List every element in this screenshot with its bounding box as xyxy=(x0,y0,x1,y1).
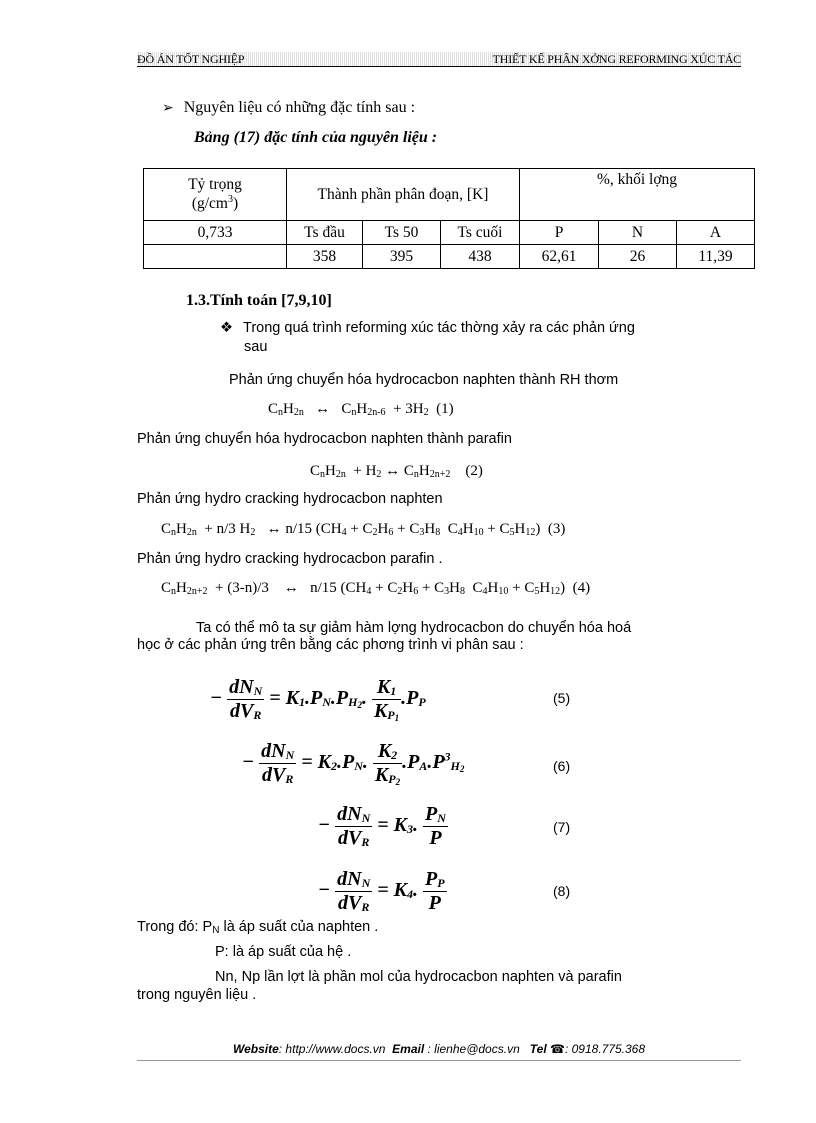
eq-number-6: (6) xyxy=(553,758,571,774)
table-cell: 438 xyxy=(441,245,520,269)
section-bullet: ❖ Trong quá trình reforming xúc tác thờng xảy ra các phản ứng xyxy=(220,320,635,336)
page-footer: Website: http://www.docs.vn Email : lienhe@docs.vn Tel ☎: 0918.775.368 xyxy=(137,1042,741,1061)
reaction-1: $C_nH_{2n}$ ↔ $C_nH_{2n-6} + 3H_2$ (1) xyxy=(268,401,454,418)
phone-number: : 0918.775.368 xyxy=(564,1042,646,1056)
reaction-1-title: Phản ứng chuyển hóa hydrocacbon naphten thành RH thơm xyxy=(229,372,619,388)
definition-1: Trong đó: $P_N$ là áp suất của naphten . xyxy=(137,919,379,936)
reaction-3-title: Phản ứng hydro cracking hydrocacbon naphten xyxy=(137,491,443,507)
header-left: ĐỒ ÁN TỐT NGHIỆP xyxy=(137,52,245,66)
header-fraction: Thành phần phân đoạn, [K] xyxy=(287,169,520,221)
equation-7: − $\frac{dN_N}{dV_R}$ = $K_3$. $\frac{P_N}{P}$ xyxy=(318,803,446,849)
definition-3-line2: trong nguyên liệu . xyxy=(137,987,257,1003)
section-title: 1.3.Tính toán [7,9,10] xyxy=(186,292,332,309)
reaction-2: $C_nH_{2n} + H_2$ ↔ $C_nH_{2n+2}$ (2) xyxy=(310,463,483,480)
definition-3-line1: Nn, Np lần lợt là phần mol của hydrocacbon naphten và parafin xyxy=(215,969,622,985)
arrow-bullet-icon: ➢ xyxy=(162,101,174,116)
email-link[interactable]: : lienhe@docs.vn xyxy=(424,1042,520,1056)
sub-header: P xyxy=(520,221,599,245)
empty-cell xyxy=(144,245,287,269)
reaction-4-title: Phản ứng hydro cracking hydrocacbon parafin . xyxy=(137,551,443,567)
table-caption: Bảng (17) đặc tính của nguyên liệu : xyxy=(194,129,438,146)
page-header xyxy=(137,52,741,67)
table-cell: 358 xyxy=(287,245,363,269)
equation-5: − $\frac{dN_N}{dV_R}$ = $K_1.P_N.P_{H_2}$. $\frac{K_1}{K_{P_1}}$ $.P_P$ xyxy=(210,676,426,723)
section-bullet-cont: sau xyxy=(244,339,268,355)
reaction-3: $C_nH_{2n} + n/3$ $H_2$ ↔ n/15 ($CH_4 + C_2H_6 + C_3H_8$ $C_4H_{10} + C_5H_{12}$) (3) xyxy=(161,521,566,538)
feedstock-properties-table xyxy=(143,168,755,269)
table-cell: 395 xyxy=(363,245,441,269)
paragraph-line2: học ở các phản ứng trên bằng các phơng trình vi phân sau : xyxy=(137,637,524,653)
intro-bullet: ➢ Nguyên liệu có những đặc tính sau : xyxy=(162,99,416,116)
eq-number-8: (8) xyxy=(553,883,571,899)
reaction-4: $C_nH_{2n+2} + (3-n)/3$ ↔ n/15 ($CH_4 + C_2H_6 + C_3H_8$ $C_4H_{10} + C_5H_{12}$) (4) xyxy=(161,580,591,597)
header-mass: %, khối lợng xyxy=(520,169,755,221)
equation-6: − $\frac{dN_N}{dV_R}$ = $K_2.P_N$. $\frac{K_2}{K_{P_2}}$ $.P_A.P^3_{H_2}$ xyxy=(242,740,465,787)
paragraph-line1: Ta có thể mô ta sự giảm hàm lợng hydrocacbon do chuyển hóa hoá xyxy=(196,620,632,636)
table-cell: 26 xyxy=(599,245,677,269)
sub-header: Ts 50 xyxy=(363,221,441,245)
sub-header: Ts đầu xyxy=(287,221,363,245)
sub-header: Ts cuối xyxy=(441,221,520,245)
eq-number-5: (5) xyxy=(553,690,571,706)
eq-number-7: (7) xyxy=(553,819,571,835)
sub-header: A xyxy=(677,221,755,245)
table-cell: 62,61 xyxy=(520,245,599,269)
header-density: Tỷ trọng $(g/cm^3)$ xyxy=(144,169,287,221)
definition-2: P: là áp suất của hệ . xyxy=(215,944,352,960)
diamond-bullet-icon: ❖ xyxy=(220,320,233,336)
equation-8: − $\frac{dN_N}{dV_R}$ = $K_4$. $\frac{P_P}{P}$ xyxy=(318,868,445,914)
reaction-2-title: Phản ứng chuyển hóa hydrocacbon naphten thành parafin xyxy=(137,431,512,447)
sub-header: N xyxy=(599,221,677,245)
header-right: THIẾT KẾ PHÂN XỞNG REFORMING XÚC TÁC xyxy=(492,52,741,66)
density-value: 0,733 xyxy=(144,221,287,245)
website-link[interactable]: : http://www.docs.vn xyxy=(278,1042,386,1056)
table-cell: 11,39 xyxy=(677,245,755,269)
